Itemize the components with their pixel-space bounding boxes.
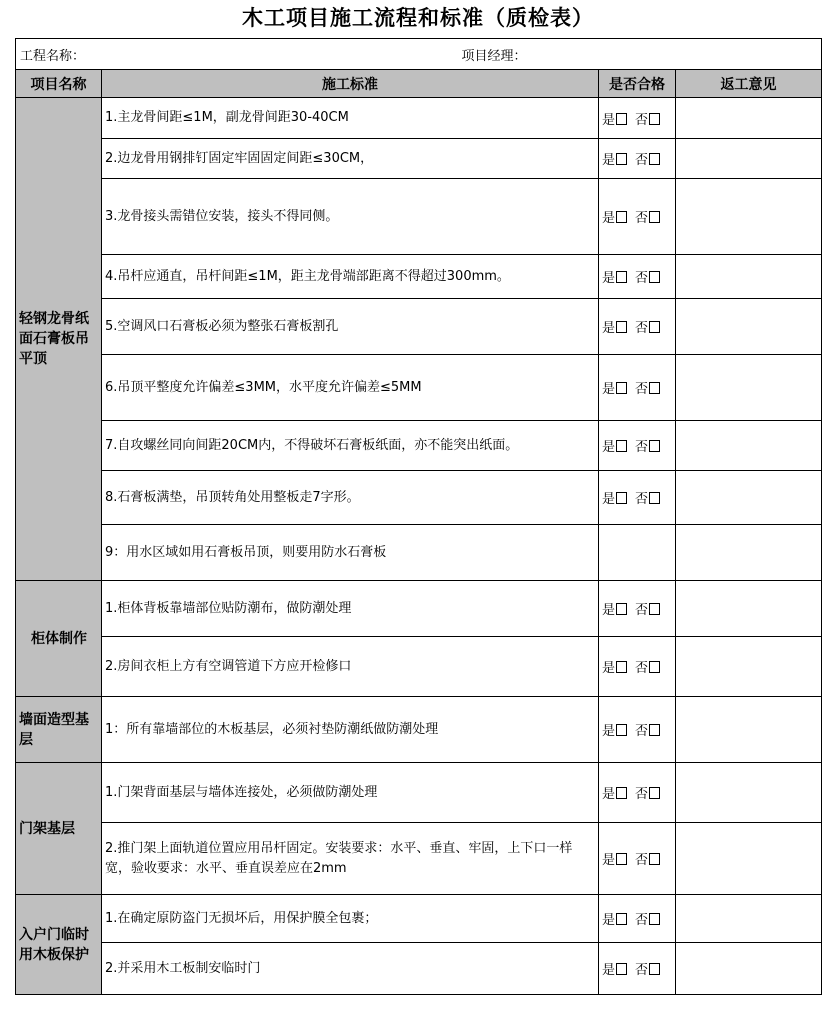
yes-checkbox[interactable] bbox=[616, 113, 627, 125]
table-row bbox=[16, 637, 822, 697]
no-label: 否 bbox=[635, 382, 649, 397]
standard-cell: 1.在确定原防盗门无损坏后，用保护膜全包裹； bbox=[102, 895, 599, 943]
yes-label: 是 bbox=[602, 661, 616, 676]
rework-cell[interactable] bbox=[676, 581, 822, 637]
rework-cell[interactable] bbox=[676, 139, 822, 179]
rework-cell[interactable] bbox=[676, 98, 822, 139]
header-standard: 施工标准 bbox=[102, 70, 599, 98]
yes-label: 是 bbox=[602, 382, 616, 397]
yes-checkbox[interactable] bbox=[616, 853, 627, 865]
standard-cell: 3.龙骨接头需错位安装，接头不得同侧。 bbox=[102, 179, 599, 255]
page-title: 木工项目施工流程和标准（质检表） bbox=[242, 5, 594, 30]
inspection-table bbox=[15, 38, 822, 995]
yes-label: 是 bbox=[602, 724, 616, 739]
rework-cell[interactable] bbox=[676, 471, 822, 525]
yes-label: 是 bbox=[602, 211, 616, 226]
no-checkbox[interactable] bbox=[649, 153, 660, 165]
no-label: 否 bbox=[635, 492, 649, 507]
table-row bbox=[16, 179, 822, 255]
no-label: 否 bbox=[635, 153, 649, 168]
qualified-cell bbox=[599, 471, 676, 525]
standard-cell: 8.石膏板满垫，吊顶转角处用整板走7字形。 bbox=[102, 471, 599, 525]
no-checkbox[interactable] bbox=[649, 787, 660, 799]
yes-checkbox[interactable] bbox=[616, 603, 627, 615]
rework-cell[interactable] bbox=[676, 421, 822, 471]
qualified-cell bbox=[599, 895, 676, 943]
standard-cell: 4.吊杆应通直，吊杆间距≤1M，距主龙骨端部距离不得超过300mm。 bbox=[102, 255, 599, 299]
yes-label: 是 bbox=[602, 913, 616, 928]
no-checkbox[interactable] bbox=[649, 853, 660, 865]
qualified-cell bbox=[599, 299, 676, 355]
no-checkbox[interactable] bbox=[649, 603, 660, 615]
no-label: 否 bbox=[635, 112, 649, 128]
standard-cell: 1：所有靠墙部位的木板基层，必须衬垫防潮纸做防潮处理 bbox=[102, 697, 599, 763]
rework-cell[interactable] bbox=[676, 697, 822, 763]
standard-cell: 2.房间衣柜上方有空调管道下方应开检修口 bbox=[102, 637, 599, 697]
rework-cell[interactable] bbox=[676, 895, 822, 943]
qualified-cell bbox=[599, 355, 676, 421]
yes-label: 是 bbox=[602, 321, 616, 336]
table-row bbox=[16, 823, 822, 895]
yes-checkbox[interactable] bbox=[616, 492, 627, 504]
table-row bbox=[16, 895, 822, 943]
category-cell: 门架基层 bbox=[16, 763, 102, 895]
no-checkbox[interactable] bbox=[649, 321, 660, 333]
manager-label: 项目经理： bbox=[461, 48, 527, 64]
rework-cell[interactable] bbox=[676, 355, 822, 421]
standard-cell: 2.推门架上面轨道位置应用吊杆固定。安装要求：水平、垂直、牢固，上下口一样宽，验收要求：水平、垂直误差应在2mm bbox=[102, 823, 599, 895]
standard-cell: 2.边龙骨用钢排钉固定牢固固定间距≤30CM， bbox=[102, 139, 599, 179]
table-row bbox=[16, 98, 822, 139]
category-cell: 轻钢龙骨纸面石膏板吊平顶 bbox=[16, 98, 102, 581]
rework-cell[interactable] bbox=[676, 763, 822, 823]
no-checkbox[interactable] bbox=[649, 492, 660, 504]
yes-checkbox[interactable] bbox=[616, 211, 627, 223]
qualified-cell bbox=[599, 421, 676, 471]
table-row bbox=[16, 581, 822, 637]
no-checkbox[interactable] bbox=[649, 211, 660, 223]
yes-checkbox[interactable] bbox=[616, 440, 627, 452]
no-label: 否 bbox=[635, 440, 649, 455]
yes-label: 是 bbox=[602, 153, 616, 168]
category-cell: 入户门临时用木板保护 bbox=[16, 895, 102, 995]
yes-checkbox[interactable] bbox=[616, 153, 627, 165]
yes-label: 是 bbox=[602, 787, 616, 802]
rework-cell[interactable] bbox=[676, 179, 822, 255]
no-checkbox[interactable] bbox=[649, 963, 660, 975]
no-label: 否 bbox=[635, 271, 649, 286]
qualified-cell bbox=[599, 98, 676, 139]
yes-checkbox[interactable] bbox=[616, 321, 627, 333]
yes-label: 是 bbox=[602, 440, 616, 455]
info-row bbox=[16, 39, 822, 70]
yes-checkbox[interactable] bbox=[616, 271, 627, 283]
standard-cell: 6.吊顶平整度允许偏差≤3MM，水平度允许偏差≤5MM bbox=[102, 355, 599, 421]
yes-label: 是 bbox=[602, 853, 616, 868]
qualified-cell bbox=[599, 637, 676, 697]
no-checkbox[interactable] bbox=[649, 382, 660, 394]
table-row bbox=[16, 943, 822, 995]
rework-cell[interactable] bbox=[676, 943, 822, 995]
header-row bbox=[16, 70, 822, 98]
yes-label: 是 bbox=[602, 603, 616, 618]
table-row bbox=[16, 421, 822, 471]
rework-cell[interactable] bbox=[676, 823, 822, 895]
no-label: 否 bbox=[635, 787, 649, 802]
no-label: 否 bbox=[635, 661, 649, 676]
standard-cell: 9：用水区域如用石膏板吊顶，则要用防水石膏板 bbox=[102, 525, 599, 581]
standard-cell: 5.空调风口石膏板必须为整张石膏板割孔 bbox=[102, 299, 599, 355]
rework-cell[interactable] bbox=[676, 255, 822, 299]
rework-cell[interactable] bbox=[676, 637, 822, 697]
header-rework: 返工意见 bbox=[676, 70, 822, 98]
no-checkbox[interactable] bbox=[649, 661, 660, 673]
standard-cell: 1.柜体背板靠墙部位贴防潮布，做防潮处理 bbox=[102, 581, 599, 637]
no-label: 否 bbox=[635, 913, 649, 928]
category-cell: 柜体制作 bbox=[16, 581, 102, 697]
no-label: 否 bbox=[635, 963, 649, 978]
no-label: 否 bbox=[635, 724, 649, 739]
no-checkbox[interactable] bbox=[649, 913, 660, 925]
no-checkbox[interactable] bbox=[649, 440, 660, 452]
yes-label: 是 bbox=[602, 492, 616, 507]
qualified-cell bbox=[599, 525, 676, 581]
no-checkbox[interactable] bbox=[649, 113, 660, 125]
qualified-cell bbox=[599, 581, 676, 637]
standard-cell: 1.门架背面基层与墙体连接处，必须做防潮处理 bbox=[102, 763, 599, 823]
yes-checkbox[interactable] bbox=[616, 724, 627, 736]
table-row bbox=[16, 255, 822, 299]
no-checkbox[interactable] bbox=[649, 724, 660, 736]
yes-label: 是 bbox=[602, 112, 616, 128]
project-name-label: 工程名称： bbox=[20, 48, 86, 64]
qualified-cell bbox=[599, 179, 676, 255]
qualified-cell bbox=[599, 823, 676, 895]
table-row bbox=[16, 697, 822, 763]
yes-checkbox[interactable] bbox=[616, 913, 627, 925]
rework-cell[interactable] bbox=[676, 525, 822, 581]
qualified-cell bbox=[599, 943, 676, 995]
yes-checkbox[interactable] bbox=[616, 963, 627, 975]
no-label: 否 bbox=[635, 603, 649, 618]
table-row bbox=[16, 471, 822, 525]
yes-checkbox[interactable] bbox=[616, 382, 627, 394]
standard-cell: 7.自攻螺丝同向间距20CM内，不得破坏石膏板纸面，亦不能突出纸面。 bbox=[102, 421, 599, 471]
table-row bbox=[16, 299, 822, 355]
no-label: 否 bbox=[635, 211, 649, 226]
table-row bbox=[16, 355, 822, 421]
header-qualified: 是否合格 bbox=[599, 70, 676, 98]
yes-label: 是 bbox=[602, 271, 616, 286]
table-row bbox=[16, 525, 822, 581]
standard-cell: 1.主龙骨间距≤1M，副龙骨间距30-40CM bbox=[102, 98, 599, 139]
qualified-cell bbox=[599, 255, 676, 299]
yes-checkbox[interactable] bbox=[616, 787, 627, 799]
yes-label: 是 bbox=[602, 963, 616, 978]
table-row bbox=[16, 763, 822, 823]
qualified-cell bbox=[599, 139, 676, 179]
yes-checkbox[interactable] bbox=[616, 661, 627, 673]
rework-cell[interactable] bbox=[676, 299, 822, 355]
no-label: 否 bbox=[635, 321, 649, 336]
no-checkbox[interactable] bbox=[649, 271, 660, 283]
category-cell: 墙面造型基层 bbox=[16, 697, 102, 763]
table-row bbox=[16, 139, 822, 179]
standard-cell: 2.并采用木工板制安临时门 bbox=[102, 943, 599, 995]
qualified-cell bbox=[599, 697, 676, 763]
no-label: 否 bbox=[635, 853, 649, 868]
qualified-cell bbox=[599, 763, 676, 823]
header-item-name: 项目名称 bbox=[16, 70, 102, 98]
